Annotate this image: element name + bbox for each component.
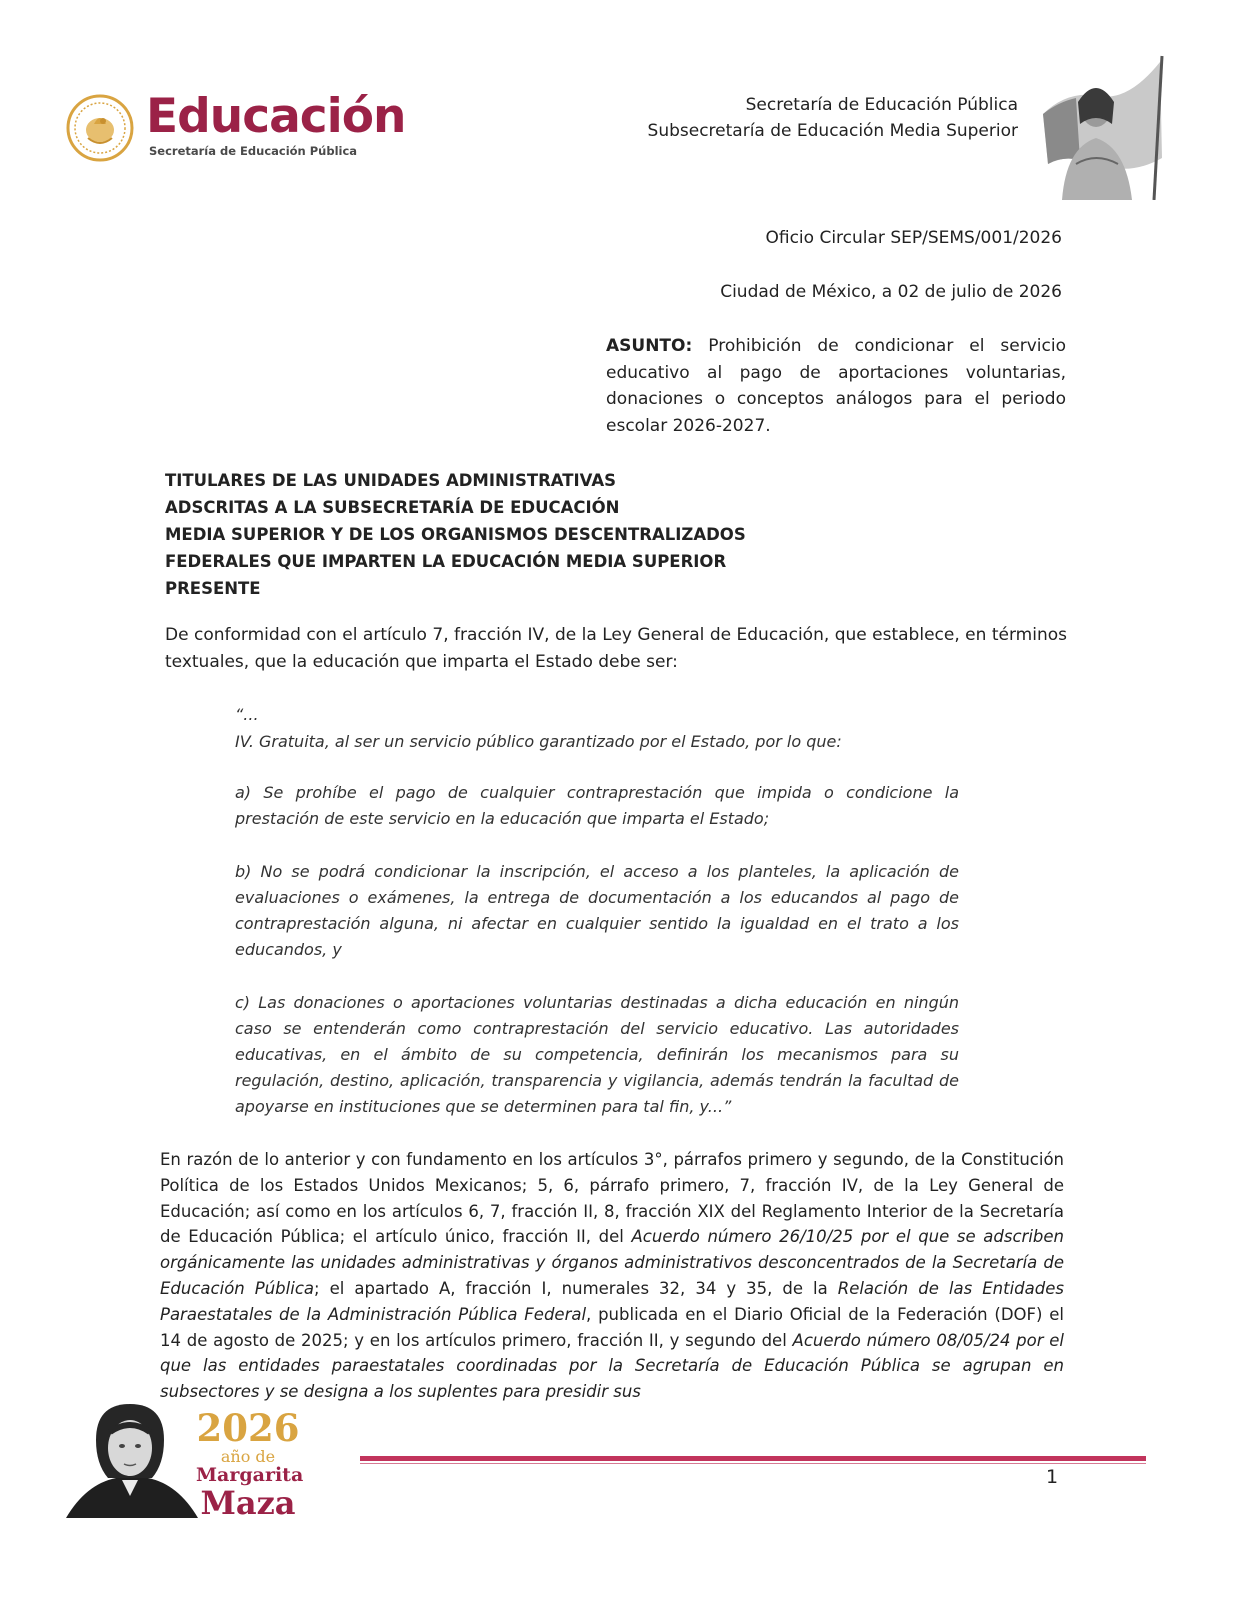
addressee-line: FEDERALES QUE IMPARTEN LA EDUCACIÓN MEDIA SUPERIOR [165,552,727,571]
year-name-last: Maza [200,1484,296,1522]
page-number: 1 [1046,1466,1059,1488]
p2-text: ; el apartado A, fracción I, numerales 32, 34 y 35, de la [314,1278,838,1298]
p2-acuerdo-26-10-25: Acuerdo número 26/10/25 por el que se adscriben orgánicamente las unidades administrativas y órganos administrativos desconcentrados de la Secretaría de Educación Pública [160,1227,1064,1298]
footer-divider [360,1456,1146,1461]
p2-relacion-entidades: Relación de las Entidades Paraestatales de la Administración Pública Federal [160,1278,1064,1324]
addressee-block [165,467,746,602]
addressee-line: TITULARES DE LAS UNIDADES ADMINISTRATIVAS [165,471,616,490]
addressee-line: MEDIA SUPERIOR Y DE LOS ORGANISMOS DESCENTRALIZADOS [165,525,746,544]
margarita-maza-portrait [66,1400,198,1518]
year-number: 2026 [196,1406,300,1450]
p2-acuerdo-08-05-24: Acuerdo número 08/05/24 por el que las entidades paraestatales coordinadas por la Secretaría de Educación Pública se agrupan en subsectores y se designa a los suplentes para presidir sus [160,1330,1064,1402]
quote-fraction-iv: IV. Gratuita, al ser un servicio público garantizado por el Estado, por lo que: [235,732,842,751]
brand-block [146,89,406,158]
mexican-coat-of-arms-seal [66,94,134,162]
heroine-with-flag-illustration [1028,52,1178,200]
department-block [648,92,1018,144]
dept-line-secretaria: Secretaría de Educación Pública [745,95,1018,115]
p2-text: , publicada en el Diario Oficial de la Federación (DOF) el 14 de agosto de 2025; y en los artículos primero, fracción II, y segundo del [160,1304,1064,1350]
quote-item-b: b) No se podrá condicionar la inscripción, el acceso a los planteles, la aplicación de evaluaciones o exámenes, la entrega de documentación a los educandos al pago de contraprestación alguna, ni afectar en cualquier sentido la igualdad en el trato a los educandos, y [235,862,959,959]
addressee-line: ADSCRITAS A LA SUBSECRETARÍA DE EDUCACIÓN [165,498,620,517]
brand-title: Educación [146,89,406,144]
footer-divider-thin [360,1463,1146,1464]
legal-basis-paragraph [160,1147,1064,1405]
year-motto-logo [196,1406,304,1522]
asunto-block [606,333,1066,439]
document-date: Ciudad de México, a 02 de julio de 2026 [720,282,1062,302]
intro-paragraph: De conformidad con el artículo 7, fracción IV, de la Ley General de Educación, que establece, en términos textuales, que la educación que imparta el Estado debe ser: [165,625,1067,672]
year-name-first: Margarita [196,1464,304,1486]
quote-item-c: c) Las donaciones o aportaciones voluntarias destinadas a dicha educación en ningún caso se entenderán como contraprestación del servicio educativo. Las autoridades educativas, en el ámbito de su competencia, definirán los mecanismos para su regulación, destino, aplicación, transparencia y vigilancia, además tendrán la facultad de apoyarse en instituciones que se determinen para tal fin, y...” [235,993,959,1116]
p2-text: En razón de lo anterior y con fundamento en los artículos 3°, párrafos primero y segundo, de la Constitución Política de los Estados Unidos Mexicanos; 5, 6, párrafo primero, 7, fracción IV, de la Ley General de Educación; así como en los artículos 6, 7, fracción II, 8, fracción XIX del Reglamento Interior de la Secretaría de Educación Pública; el artículo único, fracción II, del [160,1150,1064,1247]
oficio-number: Oficio Circular SEP/SEMS/001/2026 [765,228,1062,248]
addressee-presente: PRESENTE [165,579,261,598]
asunto-text: Prohibición de condicionar el servicio educativo al pago de aportaciones voluntarias, donaciones o conceptos análogos para el periodo escolar 2026-2027. [606,336,1066,436]
year-ano-de: año de [220,1447,276,1466]
quote-opening: “... [235,705,259,724]
quote-item-a: a) Se prohíbe el pago de cualquier contraprestación que impida o condicione la prestación de este servicio en la educación que imparta el Estado; [235,783,959,828]
asunto-label: ASUNTO: [606,336,693,356]
brand-subtitle: Secretaría de Educación Pública [149,144,358,158]
dept-line-subsecretaria: Subsecretaría de Educación Media Superior [647,121,1018,141]
